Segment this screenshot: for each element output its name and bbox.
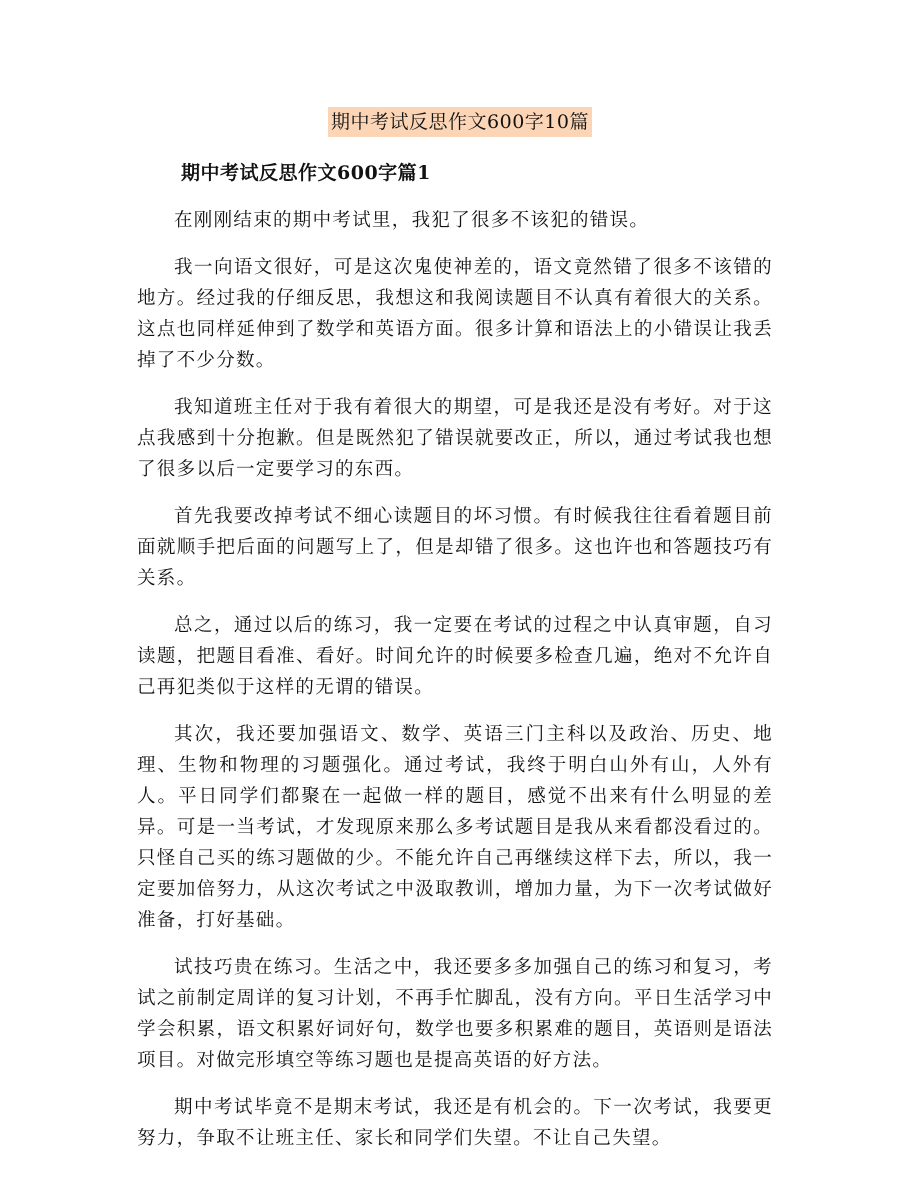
paragraph: 试技巧贵在练习。生活之中，我还要多多加强自己的练习和复习，考试之前制定周详的复习计划，不再手忙脚乱，没有方向。平日生活学习中学会积累，语文积累好词好句，数学也要多积累难的题目，英语则是语法项目。对做完形填空等练习题也是提高英语的好方法。: [137, 957, 773, 1071]
paragraph: 首先我要改掉考试不细心读题目的坏习惯。有时候我往往看着题目前面就顺手把后面的问题写上了，但是却错了很多。这也许也和答题技巧有关系。: [137, 506, 773, 589]
article-body: [137, 205, 773, 1170]
paragraph: 其次，我还要加强语文、数学、英语三门主科以及政治、历史、地理、生物和物理的习题强化。通过考试，我终于明白山外有山，人外有人。平日同学们都聚在一起做一样的题目，感觉不出来有什么明显的差异。可是一当考试，才发现原来那么多考试题目是我从来看都没看过的。只怪自己买的练习题做的少。不能允许自己再继续这样下去，所以，我一定要加倍努力，从这次考试之中汲取教训，增加力量，为下一次考试做好准备，打好基础。: [137, 724, 773, 931]
document-title: 期中考试反思作文600字10篇: [328, 107, 592, 137]
paragraph: 总之，通过以后的练习，我一定要在考试的过程之中认真审题，自习读题，把题目看准、看好。时间允许的时候要多检查几遍，绝对不允许自己再犯类似于这样的无谓的错误。: [137, 615, 773, 698]
paragraph: 在刚刚结束的期中考试里，我犯了很多不该犯的错误。: [174, 210, 650, 231]
paragraph: 期中考试毕竟不是期末考试，我还是有机会的。下一次考试，我要更努力，争取不让班主任、家长和同学们失望。不让自己失望。: [137, 1097, 773, 1149]
paragraph: 我一向语文很好，可是这次鬼使神差的，语文竟然错了很多不该错的地方。经过我的仔细反思，我想这和我阅读题目不认真有着很大的关系。这点也同样延伸到了数学和英语方面。很多计算和语法上的小错误让我丢掉了不少分数。: [137, 257, 773, 371]
title-container: [0, 107, 920, 137]
section-heading: 期中考试反思作文600字篇1: [181, 162, 431, 184]
paragraph: 我知道班主任对于我有着很大的期望，可是我还是没有考好。对于这点我感到十分抱歉。但是既然犯了错误就要改正，所以，通过考试我也想了很多以后一定要学习的东西。: [137, 397, 773, 480]
